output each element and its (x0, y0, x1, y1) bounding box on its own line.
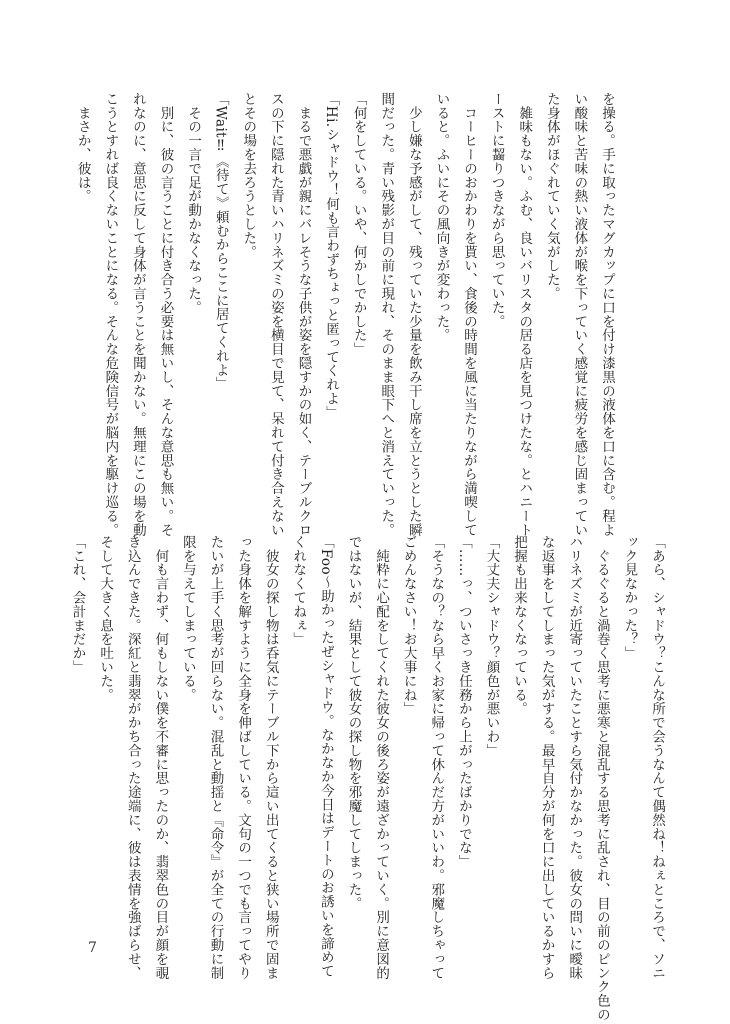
text-line: 少し嫌な予感がして、残っていた少量を飲み干し席を立とうとした瞬 (405, 92, 422, 537)
text-line: ーストに齧りつきながら思っていた。 (488, 92, 505, 329)
page-number: 7 (88, 940, 97, 956)
lower-text-block (69, 535, 670, 1022)
text-line: スの下に隠れた青いハリネズミの姿を横目で見て、呆れて付き合えない (267, 92, 284, 537)
text-line: 雑味もない。ふむ、良いバリスタの居る店を見つけたな。とハニート (516, 92, 533, 537)
text-line: た身体がほぐれていく気がした。 (543, 92, 560, 301)
text-line: 限を与えてしまっている。 (179, 535, 196, 702)
text-line: 何も言わず、何もしない僕を不審に思ったのか、翡翠色の目が顔を覗 (152, 535, 169, 980)
text-line: とその場を去ろうとした。 (240, 92, 257, 259)
text-line: いると。ふいにその風向きが変わった。 (433, 92, 450, 343)
text-line: たいが上手く思考が回らない。混乱と動揺と『命令』が全ての行動に制 (207, 535, 224, 980)
text-line: ではないが、結果として彼女の探し物を邪魔してしまった。 (345, 535, 362, 911)
text-line: ック見なかった？」 (621, 535, 638, 661)
text-line: 「……っ、ついさっき任務から上がったばかりでな」 (455, 535, 472, 869)
text-line: 「そうなの？なら早くお家に帰って休んだ方がいいわ。邪魔しちゃって (428, 535, 445, 980)
upper-text-block (74, 92, 620, 537)
text-line: こうとすれば良くないことになる。そんな危険信号が脳内を駆け巡る。 (102, 92, 119, 537)
text-line: まさか、彼は。 (74, 92, 91, 204)
text-line: 「Hi.シャドウ！何も言わずちょっと匿ってくれよ」 (323, 92, 340, 420)
text-line: 「あら、シャドウ？こんな所で会うなんて偶然ね！ねぇところで、ソニ (649, 535, 665, 980)
text-line: 「Foo〜助かったぜシャドウ。なかなか今日はデートのお誘いを諦めて (317, 535, 334, 979)
text-line: 把握も出来なくなっている。 (511, 535, 528, 716)
text-line: 彼女の探し物は呑気にテーブル下から這い出てくると狭い場所で固ま (262, 535, 279, 980)
text-line: ごめんなさい！お大事にね」 (400, 535, 417, 716)
text-line: った身体を解すように全身を伸ばしている。文句の一つでも言ってやり (235, 535, 252, 980)
text-line: まるで悪戯が親にバレそうな子供が姿を隠すかの如く、テーブルクロ (295, 92, 312, 537)
text-line: 間だった。青い残影が目の前に現れ、そのまま眼下へと消えていった。 (378, 92, 395, 537)
text-line: な返事をしてしまった気がする。最早自分が何を口に出しているかすら (538, 535, 555, 980)
text-line: 「これ、会計まだか」 (69, 535, 86, 674)
text-line: を操る。手に取ったマグカップに口を付け漆黒の液体を口に含む。程よ (599, 92, 615, 537)
text-line: れなのに、意思に反して身体が言うことを聞かない。無理にこの場を動 (129, 92, 146, 537)
text-line: コーヒーのおかわりを貰い、食後の時間を風に当たりながら満喫して (461, 92, 478, 537)
text-line: くれなくてねぇ」 (290, 535, 307, 647)
text-line: 「大丈夫シャドウ？顔色が悪いわ」 (483, 535, 500, 758)
text-line: 「何をしている。いや、何かしでかした」 (350, 92, 367, 357)
text-line: 「Wait‼︎《待て》頼むからここに居てくれよ」 (212, 92, 229, 391)
text-line: 別に、彼の言うことに付き合う必要は無いし、そんな意思も無い。そ (157, 92, 174, 537)
text-line: その一言で足が動かなくなった。 (185, 92, 202, 315)
text-line: ぐるぐると渦巻く思考に悪寒と混乱する思考に乱され、目の前のピンク色の (593, 535, 610, 1022)
text-line: そして大きく息を吐いた。 (97, 535, 114, 702)
text-line: ハリネズミが近寄っていたことすら気付かなかった。彼女の問いに曖昧 (566, 535, 583, 980)
text-line: い酸味と苦味の熱い液体が喉を下っていく感覚に疲労を感じ固まってい (571, 92, 588, 537)
text-line: 純粋に心配をしてくれた彼女の後ろ姿が遠ざかっていく。別に意図的 (373, 535, 390, 980)
text-line: き込んできた。深紅と翡翠がかち合った途端に、彼は表情を強ばらせ、 (124, 535, 141, 980)
